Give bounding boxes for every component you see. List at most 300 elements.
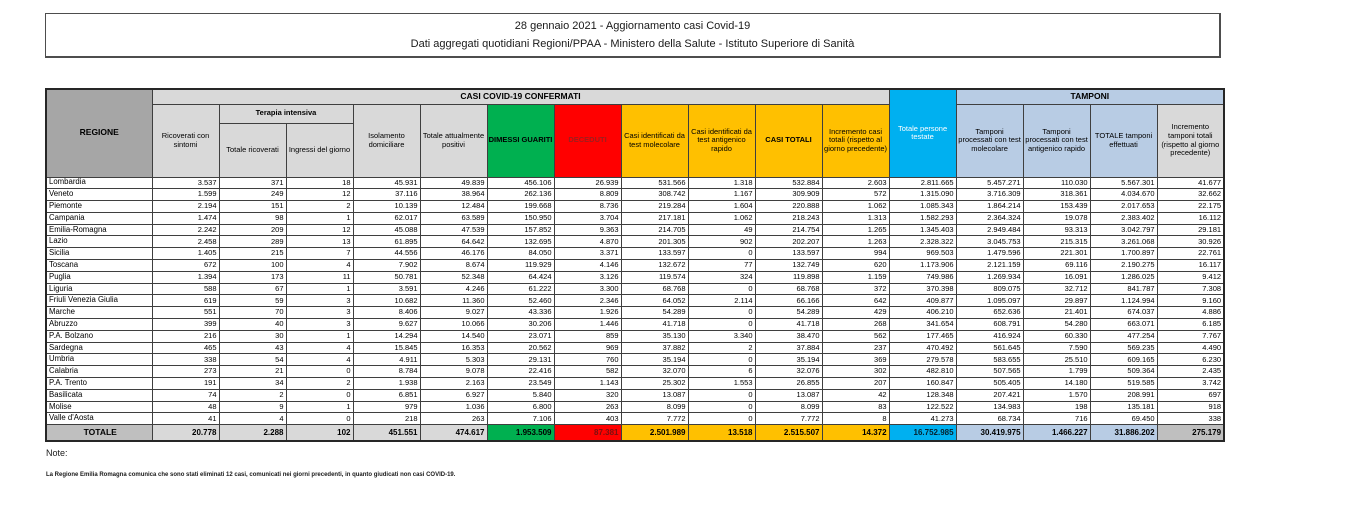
value-cell: 1.263 — [822, 236, 889, 248]
value-cell: 403 — [554, 413, 621, 425]
value-cell: 3.742 — [1157, 378, 1224, 390]
value-cell: 34 — [219, 378, 286, 390]
value-cell: 219.284 — [621, 201, 688, 213]
value-cell: 153.439 — [1023, 201, 1090, 213]
value-cell: 7 — [286, 248, 353, 260]
value-cell: 0 — [688, 283, 755, 295]
region-cell: Calabria — [46, 366, 152, 378]
value-cell: 21 — [219, 366, 286, 378]
value-cell: 133.597 — [621, 248, 688, 260]
value-cell: 29.181 — [1157, 224, 1224, 236]
table-row — [46, 413, 1224, 425]
value-cell: 1.405 — [152, 248, 219, 260]
table-row — [46, 271, 1224, 283]
col-header-tamponi-molecolare: Tamponi processati con test molecolare — [956, 104, 1023, 177]
value-cell: 370.398 — [889, 283, 956, 295]
table-row — [46, 248, 1224, 260]
value-cell: 1.318 — [688, 177, 755, 189]
value-cell: 3 — [286, 307, 353, 319]
value-cell: 157.852 — [487, 224, 554, 236]
value-cell: 77 — [688, 260, 755, 272]
col-header-deceduti: DECEDUTI — [554, 104, 621, 177]
value-cell: 2.515.507 — [755, 425, 822, 441]
value-cell: 3.126 — [554, 271, 621, 283]
value-cell: 6.851 — [353, 389, 420, 401]
value-cell: 68.768 — [755, 283, 822, 295]
value-cell: 198 — [1023, 401, 1090, 413]
value-cell: 13 — [286, 236, 353, 248]
value-cell: 23.071 — [487, 330, 554, 342]
value-cell: 14.180 — [1023, 378, 1090, 390]
value-cell: 25.302 — [621, 378, 688, 390]
table-row — [46, 389, 1224, 401]
value-cell: 30.206 — [487, 319, 554, 331]
value-cell: 41.718 — [755, 319, 822, 331]
value-cell: 4 — [286, 342, 353, 354]
region-cell: Toscana — [46, 260, 152, 272]
value-cell: 83 — [822, 401, 889, 413]
totale-row — [46, 425, 1224, 441]
value-cell: 11 — [286, 271, 353, 283]
value-cell: 1.479.596 — [956, 248, 1023, 260]
terapia-intensiva-band: Terapia intensiva — [219, 104, 353, 123]
value-cell: 177.465 — [889, 330, 956, 342]
value-cell: 6.927 — [420, 389, 487, 401]
value-cell: 64.424 — [487, 271, 554, 283]
col-header-ingressi-giorno: Ingressi del giorno — [286, 123, 353, 177]
value-cell: 0 — [286, 366, 353, 378]
value-cell: 6 — [688, 366, 755, 378]
value-cell: 7.308 — [1157, 283, 1224, 295]
value-cell: 119.929 — [487, 260, 554, 272]
value-cell: 620 — [822, 260, 889, 272]
table-row — [46, 307, 1224, 319]
value-cell: 7.772 — [621, 413, 688, 425]
table-row — [46, 283, 1224, 295]
table-row — [46, 212, 1224, 224]
col-header-attualmente-positivi: Totale attualmente positivi — [420, 104, 487, 177]
value-cell: 5.457.271 — [956, 177, 1023, 189]
value-cell: 13.087 — [621, 389, 688, 401]
value-cell: 122.522 — [889, 401, 956, 413]
header-mid-row — [46, 104, 1224, 123]
value-cell: 1.466.227 — [1023, 425, 1090, 441]
value-cell: 63.589 — [420, 212, 487, 224]
value-cell: 26.855 — [755, 378, 822, 390]
value-cell: 201.305 — [621, 236, 688, 248]
value-cell: 98 — [219, 212, 286, 224]
value-cell: 1.582.293 — [889, 212, 956, 224]
value-cell: 221.301 — [1023, 248, 1090, 260]
value-cell: 3.371 — [554, 248, 621, 260]
region-cell: Valle d'Aosta — [46, 413, 152, 425]
value-cell: 3.716.309 — [956, 189, 1023, 201]
value-cell: 0 — [688, 413, 755, 425]
value-cell: 7.590 — [1023, 342, 1090, 354]
value-cell: 4 — [286, 260, 353, 272]
value-cell: 2 — [688, 342, 755, 354]
value-cell: 214.705 — [621, 224, 688, 236]
value-cell: 1.095.097 — [956, 295, 1023, 307]
col-header-casi-antigenico: Casi identificati da test antigenico rapido — [688, 104, 755, 177]
table-row — [46, 378, 1224, 390]
value-cell: 93.313 — [1023, 224, 1090, 236]
value-cell: 674.037 — [1090, 307, 1157, 319]
value-cell: 60.330 — [1023, 330, 1090, 342]
table-row — [46, 342, 1224, 354]
value-cell: 100 — [219, 260, 286, 272]
value-cell: 371 — [219, 177, 286, 189]
value-cell: 2.435 — [1157, 366, 1224, 378]
value-cell: 41.273 — [889, 413, 956, 425]
value-cell: 215 — [219, 248, 286, 260]
region-cell: Puglia — [46, 271, 152, 283]
value-cell: 1.570 — [1023, 389, 1090, 401]
value-cell: 26.939 — [554, 177, 621, 189]
value-cell: 29.131 — [487, 354, 554, 366]
value-cell: 208.991 — [1090, 389, 1157, 401]
value-cell: 4.886 — [1157, 307, 1224, 319]
value-cell: 572 — [822, 189, 889, 201]
value-cell: 0 — [688, 248, 755, 260]
value-cell: 45.931 — [353, 177, 420, 189]
value-cell: 8.099 — [755, 401, 822, 413]
value-cell: 16.353 — [420, 342, 487, 354]
table-row — [46, 201, 1224, 213]
value-cell: 54.289 — [755, 307, 822, 319]
value-cell: 275.179 — [1157, 425, 1224, 441]
value-cell: 42 — [822, 389, 889, 401]
value-cell: 551 — [152, 307, 219, 319]
value-cell: 279.578 — [889, 354, 956, 366]
value-cell: 2.121.159 — [956, 260, 1023, 272]
value-cell: 74 — [152, 389, 219, 401]
value-cell: 62.017 — [353, 212, 420, 224]
value-cell: 308.742 — [621, 189, 688, 201]
value-cell: 49 — [688, 224, 755, 236]
value-cell: 133.597 — [755, 248, 822, 260]
value-cell: 12 — [286, 224, 353, 236]
value-cell: 0 — [688, 354, 755, 366]
value-cell: 38.470 — [755, 330, 822, 342]
table-row — [46, 319, 1224, 331]
value-cell: 19.078 — [1023, 212, 1090, 224]
value-cell: 532.884 — [755, 177, 822, 189]
value-cell: 2.458 — [152, 236, 219, 248]
value-cell: 8.736 — [554, 201, 621, 213]
report-title: 28 gennaio 2021 - Aggiornamento casi Covid-19 — [514, 20, 751, 32]
value-cell: 67 — [219, 283, 286, 295]
value-cell: 13.087 — [755, 389, 822, 401]
value-cell: 3.300 — [554, 283, 621, 295]
value-cell: 43 — [219, 342, 286, 354]
value-cell: 1.394 — [152, 271, 219, 283]
value-cell: 9.160 — [1157, 295, 1224, 307]
value-cell: 519.585 — [1090, 378, 1157, 390]
region-cell: Campania — [46, 212, 152, 224]
value-cell: 12.484 — [420, 201, 487, 213]
value-cell: 3 — [286, 295, 353, 307]
region-cell: Basilicata — [46, 389, 152, 401]
value-cell: 25.510 — [1023, 354, 1090, 366]
value-cell: 1.036 — [420, 401, 487, 413]
value-cell: 1 — [286, 330, 353, 342]
table-row — [46, 295, 1224, 307]
value-cell: 6.800 — [487, 401, 554, 413]
value-cell: 263 — [554, 401, 621, 413]
value-cell: 0 — [688, 307, 755, 319]
value-cell: 44.556 — [353, 248, 420, 260]
value-cell: 45.088 — [353, 224, 420, 236]
value-cell: 22.761 — [1157, 248, 1224, 260]
value-cell: 2.501.989 — [621, 425, 688, 441]
value-cell: 37.116 — [353, 189, 420, 201]
value-cell: 40 — [219, 319, 286, 331]
region-cell: Molise — [46, 401, 152, 413]
value-cell: 128.348 — [889, 389, 956, 401]
value-cell: 1.446 — [554, 319, 621, 331]
value-cell: 1.124.994 — [1090, 295, 1157, 307]
region-cell: Umbria — [46, 354, 152, 366]
value-cell: 35.130 — [621, 330, 688, 342]
value-cell: 16.112 — [1157, 212, 1224, 224]
value-cell: 35.194 — [621, 354, 688, 366]
value-cell: 30.419.975 — [956, 425, 1023, 441]
value-cell: 134.983 — [956, 401, 1023, 413]
value-cell: 1.953.509 — [487, 425, 554, 441]
region-cell: Lombardia — [46, 177, 152, 189]
value-cell: 8.809 — [554, 189, 621, 201]
value-cell: 9.078 — [420, 366, 487, 378]
value-cell: 10.139 — [353, 201, 420, 213]
value-cell: 1.926 — [554, 307, 621, 319]
table-header — [46, 89, 1224, 177]
value-cell: 16.117 — [1157, 260, 1224, 272]
value-cell: 2.811.665 — [889, 177, 956, 189]
value-cell: 66.166 — [755, 295, 822, 307]
value-cell: 697 — [1157, 389, 1224, 401]
value-cell: 263 — [420, 413, 487, 425]
value-cell: 3.537 — [152, 177, 219, 189]
value-cell: 7.902 — [353, 260, 420, 272]
value-cell: 409.877 — [889, 295, 956, 307]
value-cell: 338 — [152, 354, 219, 366]
value-cell: 0 — [286, 413, 353, 425]
value-cell: 32.662 — [1157, 189, 1224, 201]
value-cell: 841.787 — [1090, 283, 1157, 295]
value-cell: 38.964 — [420, 189, 487, 201]
value-cell: 1.938 — [353, 378, 420, 390]
value-cell: 87.381 — [554, 425, 621, 441]
region-cell: Sicilia — [46, 248, 152, 260]
value-cell: 132.749 — [755, 260, 822, 272]
value-cell: 249 — [219, 189, 286, 201]
value-cell: 8.099 — [621, 401, 688, 413]
value-cell: 237 — [822, 342, 889, 354]
tamponi-band: TAMPONI — [956, 89, 1224, 104]
value-cell: 2.163 — [420, 378, 487, 390]
value-cell: 470.492 — [889, 342, 956, 354]
value-cell: 102 — [286, 425, 353, 441]
value-cell: 64.642 — [420, 236, 487, 248]
value-cell: 23.549 — [487, 378, 554, 390]
notes-heading: Note: — [46, 448, 68, 458]
value-cell: 372 — [822, 283, 889, 295]
notes-section — [46, 448, 455, 478]
value-cell: 2.949.484 — [956, 224, 1023, 236]
table-body — [46, 177, 1224, 441]
value-cell: 5.840 — [487, 389, 554, 401]
value-cell: 49.839 — [420, 177, 487, 189]
value-cell: 41 — [152, 413, 219, 425]
value-cell: 1.313 — [822, 212, 889, 224]
value-cell: 289 — [219, 236, 286, 248]
value-cell: 672 — [152, 260, 219, 272]
report-title-box — [45, 13, 1221, 58]
value-cell: 262.136 — [487, 189, 554, 201]
region-cell: Veneto — [46, 189, 152, 201]
value-cell: 32.712 — [1023, 283, 1090, 295]
value-cell: 110.030 — [1023, 177, 1090, 189]
value-cell: 716 — [1023, 413, 1090, 425]
value-cell: 2.328.322 — [889, 236, 956, 248]
value-cell: 979 — [353, 401, 420, 413]
value-cell: 969.503 — [889, 248, 956, 260]
value-cell: 4.870 — [554, 236, 621, 248]
value-cell: 2.190.275 — [1090, 260, 1157, 272]
value-cell: 11.360 — [420, 295, 487, 307]
value-cell: 994 — [822, 248, 889, 260]
col-header-ricoverati: Ricoverati con sintomi — [152, 104, 219, 177]
table-row — [46, 236, 1224, 248]
value-cell: 215.315 — [1023, 236, 1090, 248]
value-cell: 619 — [152, 295, 219, 307]
value-cell: 37.882 — [621, 342, 688, 354]
value-cell: 1.799 — [1023, 366, 1090, 378]
value-cell: 150.950 — [487, 212, 554, 224]
value-cell: 69.116 — [1023, 260, 1090, 272]
value-cell: 507.565 — [956, 366, 1023, 378]
table-row — [46, 189, 1224, 201]
value-cell: 14.540 — [420, 330, 487, 342]
value-cell: 583.655 — [956, 354, 1023, 366]
table-row — [46, 366, 1224, 378]
value-cell: 52.460 — [487, 295, 554, 307]
value-cell: 16.091 — [1023, 271, 1090, 283]
value-cell: 9.412 — [1157, 271, 1224, 283]
value-cell: 1.700.897 — [1090, 248, 1157, 260]
value-cell: 46.176 — [420, 248, 487, 260]
value-cell: 1 — [286, 283, 353, 295]
value-cell: 202.207 — [755, 236, 822, 248]
value-cell: 191 — [152, 378, 219, 390]
value-cell: 1.286.025 — [1090, 271, 1157, 283]
value-cell: 2.017.653 — [1090, 201, 1157, 213]
value-cell: 749.986 — [889, 271, 956, 283]
value-cell: 135.181 — [1090, 401, 1157, 413]
value-cell: 54 — [219, 354, 286, 366]
region-cell: P.A. Trento — [46, 378, 152, 390]
value-cell: 505.405 — [956, 378, 1023, 390]
value-cell: 132.695 — [487, 236, 554, 248]
value-cell: 5.303 — [420, 354, 487, 366]
value-cell: 2.114 — [688, 295, 755, 307]
region-cell: Lazio — [46, 236, 152, 248]
value-cell: 1.474 — [152, 212, 219, 224]
value-cell: 2.364.324 — [956, 212, 1023, 224]
value-cell: 1.604 — [688, 201, 755, 213]
value-cell: 84.050 — [487, 248, 554, 260]
value-cell: 2.603 — [822, 177, 889, 189]
region-cell: Piemonte — [46, 201, 152, 213]
value-cell: 663.071 — [1090, 319, 1157, 331]
value-cell: 41.677 — [1157, 177, 1224, 189]
value-cell: 1.062 — [688, 212, 755, 224]
value-cell: 456.106 — [487, 177, 554, 189]
value-cell: 54.280 — [1023, 319, 1090, 331]
table-row — [46, 354, 1224, 366]
value-cell: 509.364 — [1090, 366, 1157, 378]
value-cell: 902 — [688, 236, 755, 248]
value-cell: 1.085.343 — [889, 201, 956, 213]
value-cell: 21.401 — [1023, 307, 1090, 319]
value-cell: 119.898 — [755, 271, 822, 283]
value-cell: 32.070 — [621, 366, 688, 378]
value-cell: 64.052 — [621, 295, 688, 307]
value-cell: 3.045.753 — [956, 236, 1023, 248]
value-cell: 9 — [219, 401, 286, 413]
value-cell: 429 — [822, 307, 889, 319]
value-cell: 6.185 — [1157, 319, 1224, 331]
value-cell: 13.518 — [688, 425, 755, 441]
value-cell: 199.668 — [487, 201, 554, 213]
value-cell: 1.173.906 — [889, 260, 956, 272]
value-cell: 59 — [219, 295, 286, 307]
value-cell: 30 — [219, 330, 286, 342]
value-cell: 47.539 — [420, 224, 487, 236]
value-cell: 18 — [286, 177, 353, 189]
value-cell: 9.027 — [420, 307, 487, 319]
value-cell: 132.672 — [621, 260, 688, 272]
value-cell: 119.574 — [621, 271, 688, 283]
value-cell: 324 — [688, 271, 755, 283]
header-band-row — [46, 89, 1224, 104]
value-cell: 10.682 — [353, 295, 420, 307]
value-cell: 20.562 — [487, 342, 554, 354]
value-cell: 8.674 — [420, 260, 487, 272]
value-cell: 6.230 — [1157, 354, 1224, 366]
value-cell: 14.372 — [822, 425, 889, 441]
value-cell: 218 — [353, 413, 420, 425]
value-cell: 1.167 — [688, 189, 755, 201]
col-header-dimessi-guariti: DIMESSI GUARITI — [487, 104, 554, 177]
value-cell: 3.340 — [688, 330, 755, 342]
value-cell: 309.909 — [755, 189, 822, 201]
value-cell: 41.718 — [621, 319, 688, 331]
value-cell: 35.194 — [755, 354, 822, 366]
confirmed-cases-band: CASI COVID-19 CONFERMATI — [152, 89, 889, 104]
value-cell: 609.165 — [1090, 354, 1157, 366]
value-cell: 406.210 — [889, 307, 956, 319]
value-cell: 30.926 — [1157, 236, 1224, 248]
col-header-tamponi-antigenico: Tamponi processati con test antigenico rapido — [1023, 104, 1090, 177]
value-cell: 20.778 — [152, 425, 219, 441]
region-cell: Liguria — [46, 283, 152, 295]
value-cell: 9.627 — [353, 319, 420, 331]
value-cell: 160.847 — [889, 378, 956, 390]
value-cell: 416.924 — [956, 330, 1023, 342]
value-cell: 207 — [822, 378, 889, 390]
